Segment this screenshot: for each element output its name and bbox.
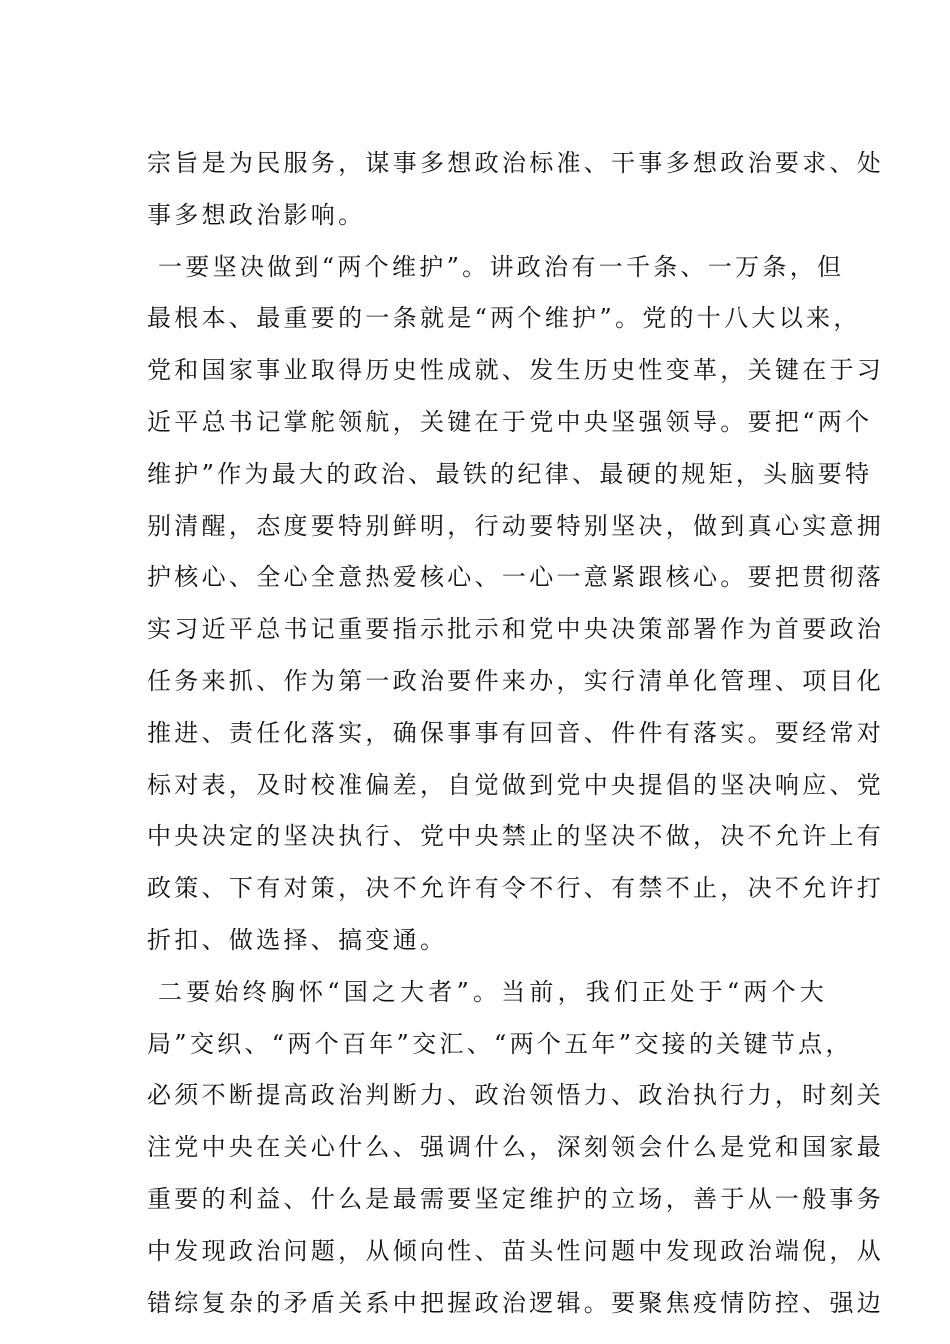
text-line: 党和国家事业取得历史性成就、发生历史性变革，关键在于习 [147, 356, 885, 385]
text-line: 推进、责任化落实，确保事事有回音、件件有落实。要经常对 [147, 718, 885, 747]
text-line: 别清醒，态度要特别鲜明，行动要特别坚决，做到真心实意拥 [147, 511, 885, 540]
text-line: 实习近平总书记重要指示批示和党中央决策部署作为首要政治 [147, 615, 885, 644]
paragraph-first-line: 一要坚决做到“两个维护”。讲政治有一千条、一万条，但 [158, 252, 845, 281]
text-line: 中发现政治问题，从倾向性、苗头性问题中发现政治端倪，从 [147, 1236, 885, 1265]
text-line: 宗旨是为民服务，谋事多想政治标准、干事多想政治要求、处 [147, 149, 885, 177]
text-line: 任务来抓、作为第一政治要件来办，实行清单化管理、项目化 [147, 666, 885, 695]
text-line: 近平总书记掌舵领航，关键在于党中央坚强领导。要把“两个 [147, 407, 873, 436]
text-line: 最根本、最重要的一条就是“两个维护”。党的十八大以来， [147, 304, 861, 333]
text-line: 事多想政治影响。 [147, 200, 366, 229]
paragraph-first-line: 二要始终胸怀“国之大者”。当前，我们正处于“两个大 [158, 977, 827, 1006]
text-line: 标对表，及时校准偏差，自觉做到党中央提倡的坚决响应、党 [147, 770, 885, 799]
text-line: 必须不断提高政治判断力、政治领悟力、政治执行力，时刻关 [147, 1081, 885, 1110]
body-text [147, 138, 885, 1329]
text-line: 护核心、全心全意热爱核心、一心一意紧跟核心。要把贯彻落 [147, 563, 885, 592]
text-line: 政策、下有对策，决不允许有令不行、有禁不止，决不允许打 [147, 874, 885, 903]
text-line: 注党中央在关心什么、强调什么，深刻领会什么是党和国家最 [147, 1133, 885, 1162]
text-line: 维护”作为最大的政治、最铁的纪律、最硬的规矩，头脑要特 [147, 459, 873, 488]
text-line: 错综复杂的矛盾关系中把握政治逻辑。要聚焦疫情防控、强边 [147, 1288, 885, 1317]
text-line: 局”交织、“两个百年”交汇、“两个五年”交接的关键节点， [147, 1029, 853, 1058]
text-line: 重要的利益、什么是最需要坚定维护的立场，善于从一般事务 [147, 1184, 885, 1213]
text-line: 折扣、做选择、搞变通。 [147, 925, 448, 954]
text-line: 中央决定的坚决执行、党中央禁止的坚决不做，决不允许上有 [147, 822, 885, 851]
